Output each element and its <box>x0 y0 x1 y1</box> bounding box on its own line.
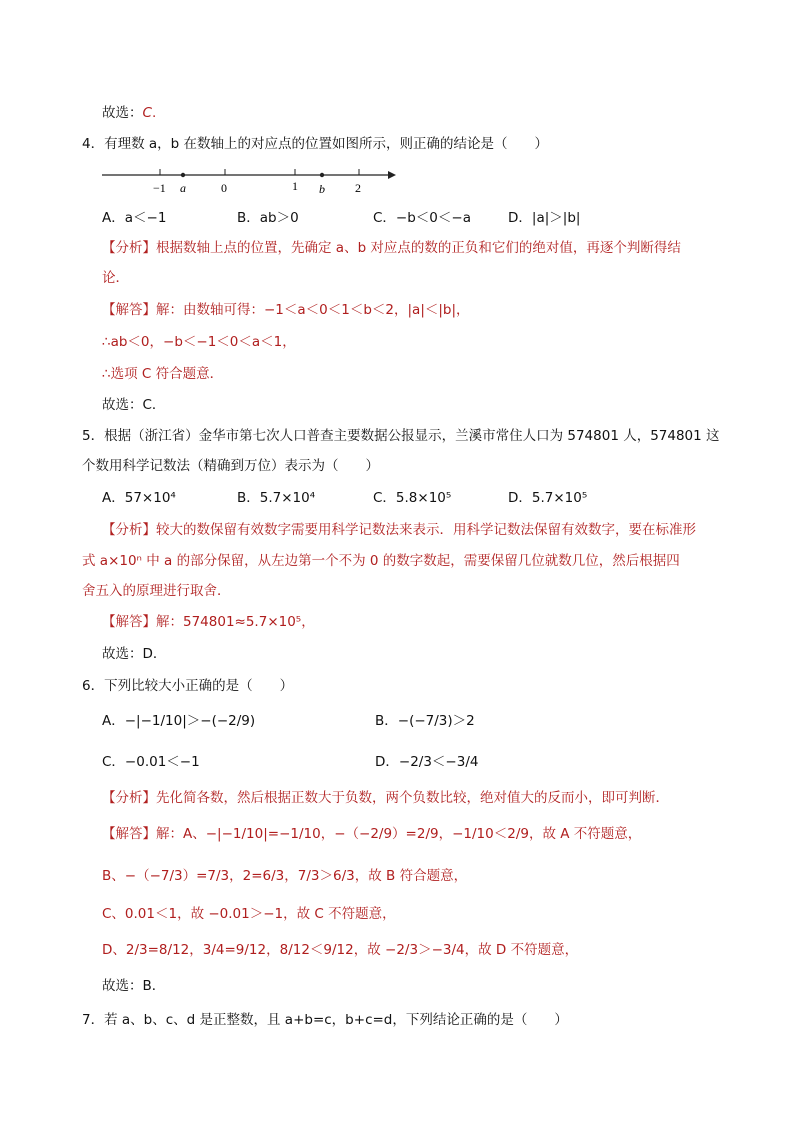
q5-option-a: A．57×10⁴ <box>102 490 176 506</box>
q4-stem: 4．有理数 a，b 在数轴上的对应点的位置如图所示，则正确的结论是（ ） <box>82 136 549 152</box>
point-label: b <box>319 182 325 196</box>
number-line <box>100 160 400 200</box>
q5-solution-1: 【解答】解：574801≈5.7×10⁵， <box>102 614 315 630</box>
point-label: a <box>180 181 186 195</box>
q6-solution-a: 【解答】解：A、−|−1/10|=−1/10，−（−2/9）=2/9，−1/10＜2/9，故 A 不符题意， <box>102 826 642 842</box>
q6-final-answer: 故选：B． <box>102 978 166 994</box>
q4-solution-2: ∴ab＜0，−b＜−1＜0＜a＜1， <box>102 334 296 350</box>
tick-label: −1 <box>153 181 166 195</box>
q4-option-d: D．|a|＞|b| <box>508 210 581 226</box>
q5-option-b: B．5.7×10⁴ <box>237 490 316 506</box>
q4-solution-1: 【解答】解：由数轴可得：−1＜a＜0＜1＜b＜2，|a|＜|b|， <box>102 302 470 318</box>
tick-label: 0 <box>221 181 227 195</box>
q6-option-b: B．−(−7/3)＞2 <box>375 713 475 729</box>
q5-option-d: D．5.7×10⁵ <box>508 490 588 506</box>
q4-option-a: A．a＜−1 <box>102 210 167 226</box>
q6-solution-d: D、2/3=8/12，3/4=9/12，8/12＜9/12，故 −2/3＞−3/4，故 D 不符题意， <box>102 942 579 958</box>
tick-label: 2 <box>355 181 361 195</box>
q4-option-b: B．ab＞0 <box>237 210 299 226</box>
q5-analysis-3: 舍五入的原理进行取舍． <box>82 583 231 599</box>
q6-option-d: D．−2/3＜−3/4 <box>375 754 479 770</box>
q4-analysis-2: 论． <box>102 270 129 286</box>
q4-option-c: C．−b＜0＜−a <box>373 210 471 226</box>
q5-analysis-2: 式 a×10ⁿ 中 a 的部分保留，从左边第一个不为 0 的数字数起，需要保留几位就数几位，然后根据四 <box>82 553 680 569</box>
q6-solution-c: C、0.01＜1，故 −0.01＞−1，故 C 不符题意， <box>102 906 396 922</box>
tick-label: 1 <box>292 179 298 193</box>
q6-solution-b: B、−（−7/3）=7/3，2=6/3，7/3＞6/3，故 B 符合题意， <box>102 868 468 884</box>
q5-option-c: C．5.8×10⁵ <box>373 490 452 506</box>
q6-analysis-1: 【分析】先化简各数，然后根据正数大于负数，两个负数比较，绝对值大的反而小，即可判断． <box>102 790 669 806</box>
q4-final-answer: 故选：C． <box>102 397 166 413</box>
q6-option-c: C．−0.01＜−1 <box>102 754 200 770</box>
q5-analysis-1: 【分析】较大的数保留有效数字需要用科学记数法来表示．用科学记数法保留有效数字，要在标准形 <box>102 522 696 538</box>
q6-stem: 6．下列比较大小正确的是（ ） <box>82 678 294 694</box>
q7-stem: 7．若 a、b、c、d 是正整数，且 a+b=c，b+c=d，下列结论正确的是（ ） <box>82 1012 568 1028</box>
q5-final-answer: 故选：D． <box>102 646 167 662</box>
q3-final-answer: 故选：C. <box>102 105 157 121</box>
q5-stem-2: 个数用科学记数法（精确到万位）表示为（ ） <box>82 458 379 474</box>
q4-analysis-1: 【分析】根据数轴上点的位置，先确定 a、b 对应点的数的正负和它们的绝对值，再逐个判断得结 <box>102 240 681 256</box>
q6-option-a: A．−|−1/10|＞−(−2/9) <box>102 713 256 729</box>
q4-solution-3: ∴选项 C 符合题意． <box>102 366 224 382</box>
q5-stem-1: 5．根据（浙江省）金华市第七次人口普查主要数据公报显示，兰溪市常住人口为 574801 人，574801 这 <box>82 428 720 444</box>
